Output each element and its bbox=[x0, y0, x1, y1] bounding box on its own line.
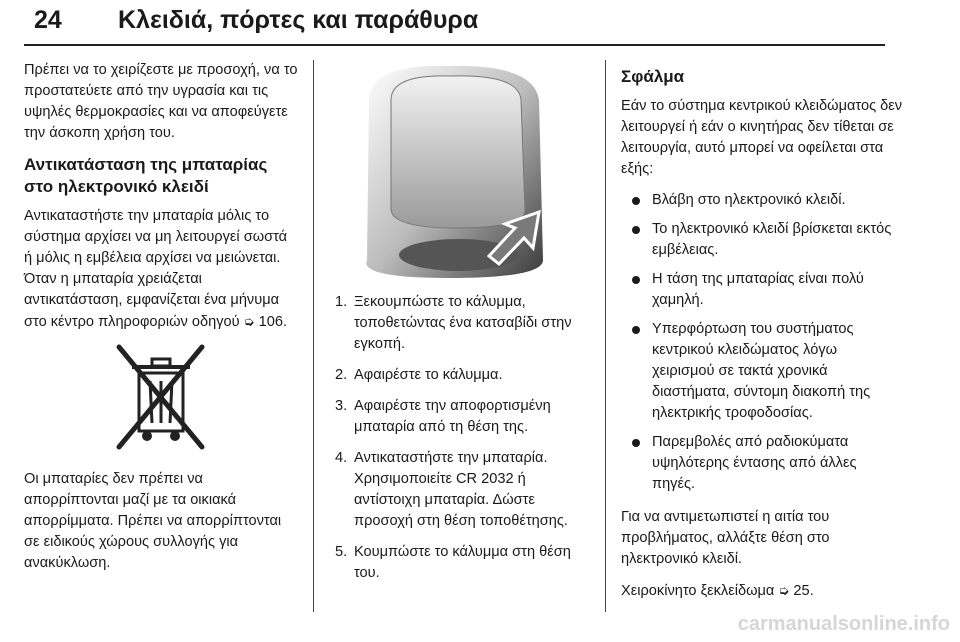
bullet-icon bbox=[632, 326, 640, 334]
fault-causes-list bbox=[621, 190, 903, 495]
column-right bbox=[621, 60, 903, 612]
battery-paragraph: Αντικαταστήστε την μπαταρία μόλις το σύστημα αρχίσει να μη λειτουργεί σωστά ή μόλις η εμβέλεια αρχίσει να μειώνεται. Όταν η μπαταρία χρειάζεται αντικατάσταση, εμφανίζεται ένα μήνυμα στο κέντρο πληροφοριών οδηγού ➭ 106. bbox=[24, 208, 288, 330]
reference-arrow-icon: ➭ bbox=[778, 583, 790, 598]
column-middle bbox=[329, 60, 593, 594]
header-rule bbox=[24, 44, 885, 46]
column-divider bbox=[313, 60, 314, 612]
bullet-icon bbox=[632, 276, 640, 284]
list-item: Παρεμβολές από ραδιοκύματα υψηλότερης έντασης από άλλες πηγές. bbox=[621, 432, 903, 495]
step-item: 1. Ξεκουμπώστε το κάλυμμα, τοποθετώντας ένα κατσαβίδι στην εγκοπή. bbox=[335, 294, 572, 352]
disposal-paragraph: Οι μπαταρίες δεν πρέπει να απορρίπτονται μαζί με τα οικιακά απορρίμματα. Πρέπει να απορρίπτονται σε ειδικούς χώρους συλλογής για ανακύκλωση. bbox=[24, 471, 282, 571]
bullet-icon bbox=[632, 197, 640, 205]
list-item: Η τάση της μπαταρίας είναι πολύ χαμηλή. bbox=[621, 269, 903, 311]
bullet-icon bbox=[632, 226, 640, 234]
section-heading-battery: Αντικατάσταση της μπαταρίας στο ηλεκτρονικό κλειδί bbox=[24, 155, 268, 196]
remedy-paragraph: Για να αντιμετωπιστεί η αιτία του προβλήματος, αλλάξτε θέση στο ηλεκτρονικό κλειδί. bbox=[621, 509, 830, 567]
page-reference-link[interactable]: 25 bbox=[793, 583, 810, 599]
list-item: Βλάβη στο ηλεκτρονικό κλειδί. bbox=[621, 190, 903, 211]
column-left bbox=[24, 60, 298, 584]
crossed-out-bin-icon bbox=[24, 343, 298, 455]
page-title: Κλειδιά, πόρτες και παράθυρα bbox=[118, 6, 479, 34]
reference-arrow-icon: ➭ bbox=[243, 314, 255, 329]
page-reference-link[interactable]: 106 bbox=[258, 314, 283, 330]
list-item: Το ηλεκτρονικό κλειδί βρίσκεται εκτός εμβέλειας. bbox=[621, 219, 903, 261]
steps-list bbox=[329, 292, 593, 584]
step-item: 4. Αντικαταστήστε την μπαταρία. Χρησιμοποιείτε CR 2032 ή αντίστοιχη μπαταρία. Δώστε προσοχή στη θέση τοποθέτησης. bbox=[335, 450, 568, 529]
manual-unlock-reference: Χειροκίνητο ξεκλείδωμα ➭ 25. bbox=[621, 583, 814, 599]
list-item: Υπερφόρτωση του συστήματος κεντρικού κλειδώματος λόγω χειρισμού σε τακτά χρονικά διαστήματα, σύντομη διακοπή της ηλεκτρικής τροφοδοσίας. bbox=[621, 319, 903, 424]
column-divider bbox=[605, 60, 606, 612]
fault-intro-paragraph: Εάν το σύστημα κεντρικού κλειδώματος δεν λειτουργεί ή εάν ο κινητήρας δεν τίθεται σε λειτουργία, αυτό μπορεί να οφείλεται στα εξής: bbox=[621, 98, 903, 177]
watermark: carmanualsonline.info bbox=[737, 613, 950, 635]
key-fob-illustration bbox=[329, 60, 593, 282]
page-number: 24 bbox=[34, 6, 62, 34]
intro-paragraph: Πρέπει να το χειρίζεστε με προσοχή, να το προστατεύετε από την υγρασία και τις υψηλές θερμοκρασίες και να αποφεύγετε την άσκοπη χρήση του. bbox=[24, 62, 298, 141]
step-item: 5. Κουμπώστε το κάλυμμα στη θέση του. bbox=[335, 544, 571, 581]
step-item: 2. Αφαιρέστε το κάλυμμα. bbox=[335, 367, 503, 383]
step-item: 3. Αφαιρέστε την αποφορτισμένη μπαταρία από τη θέση της. bbox=[335, 398, 551, 435]
page-header bbox=[24, 0, 936, 48]
bullet-icon bbox=[632, 439, 640, 447]
section-heading-fault: Σφάλμα bbox=[621, 67, 685, 86]
